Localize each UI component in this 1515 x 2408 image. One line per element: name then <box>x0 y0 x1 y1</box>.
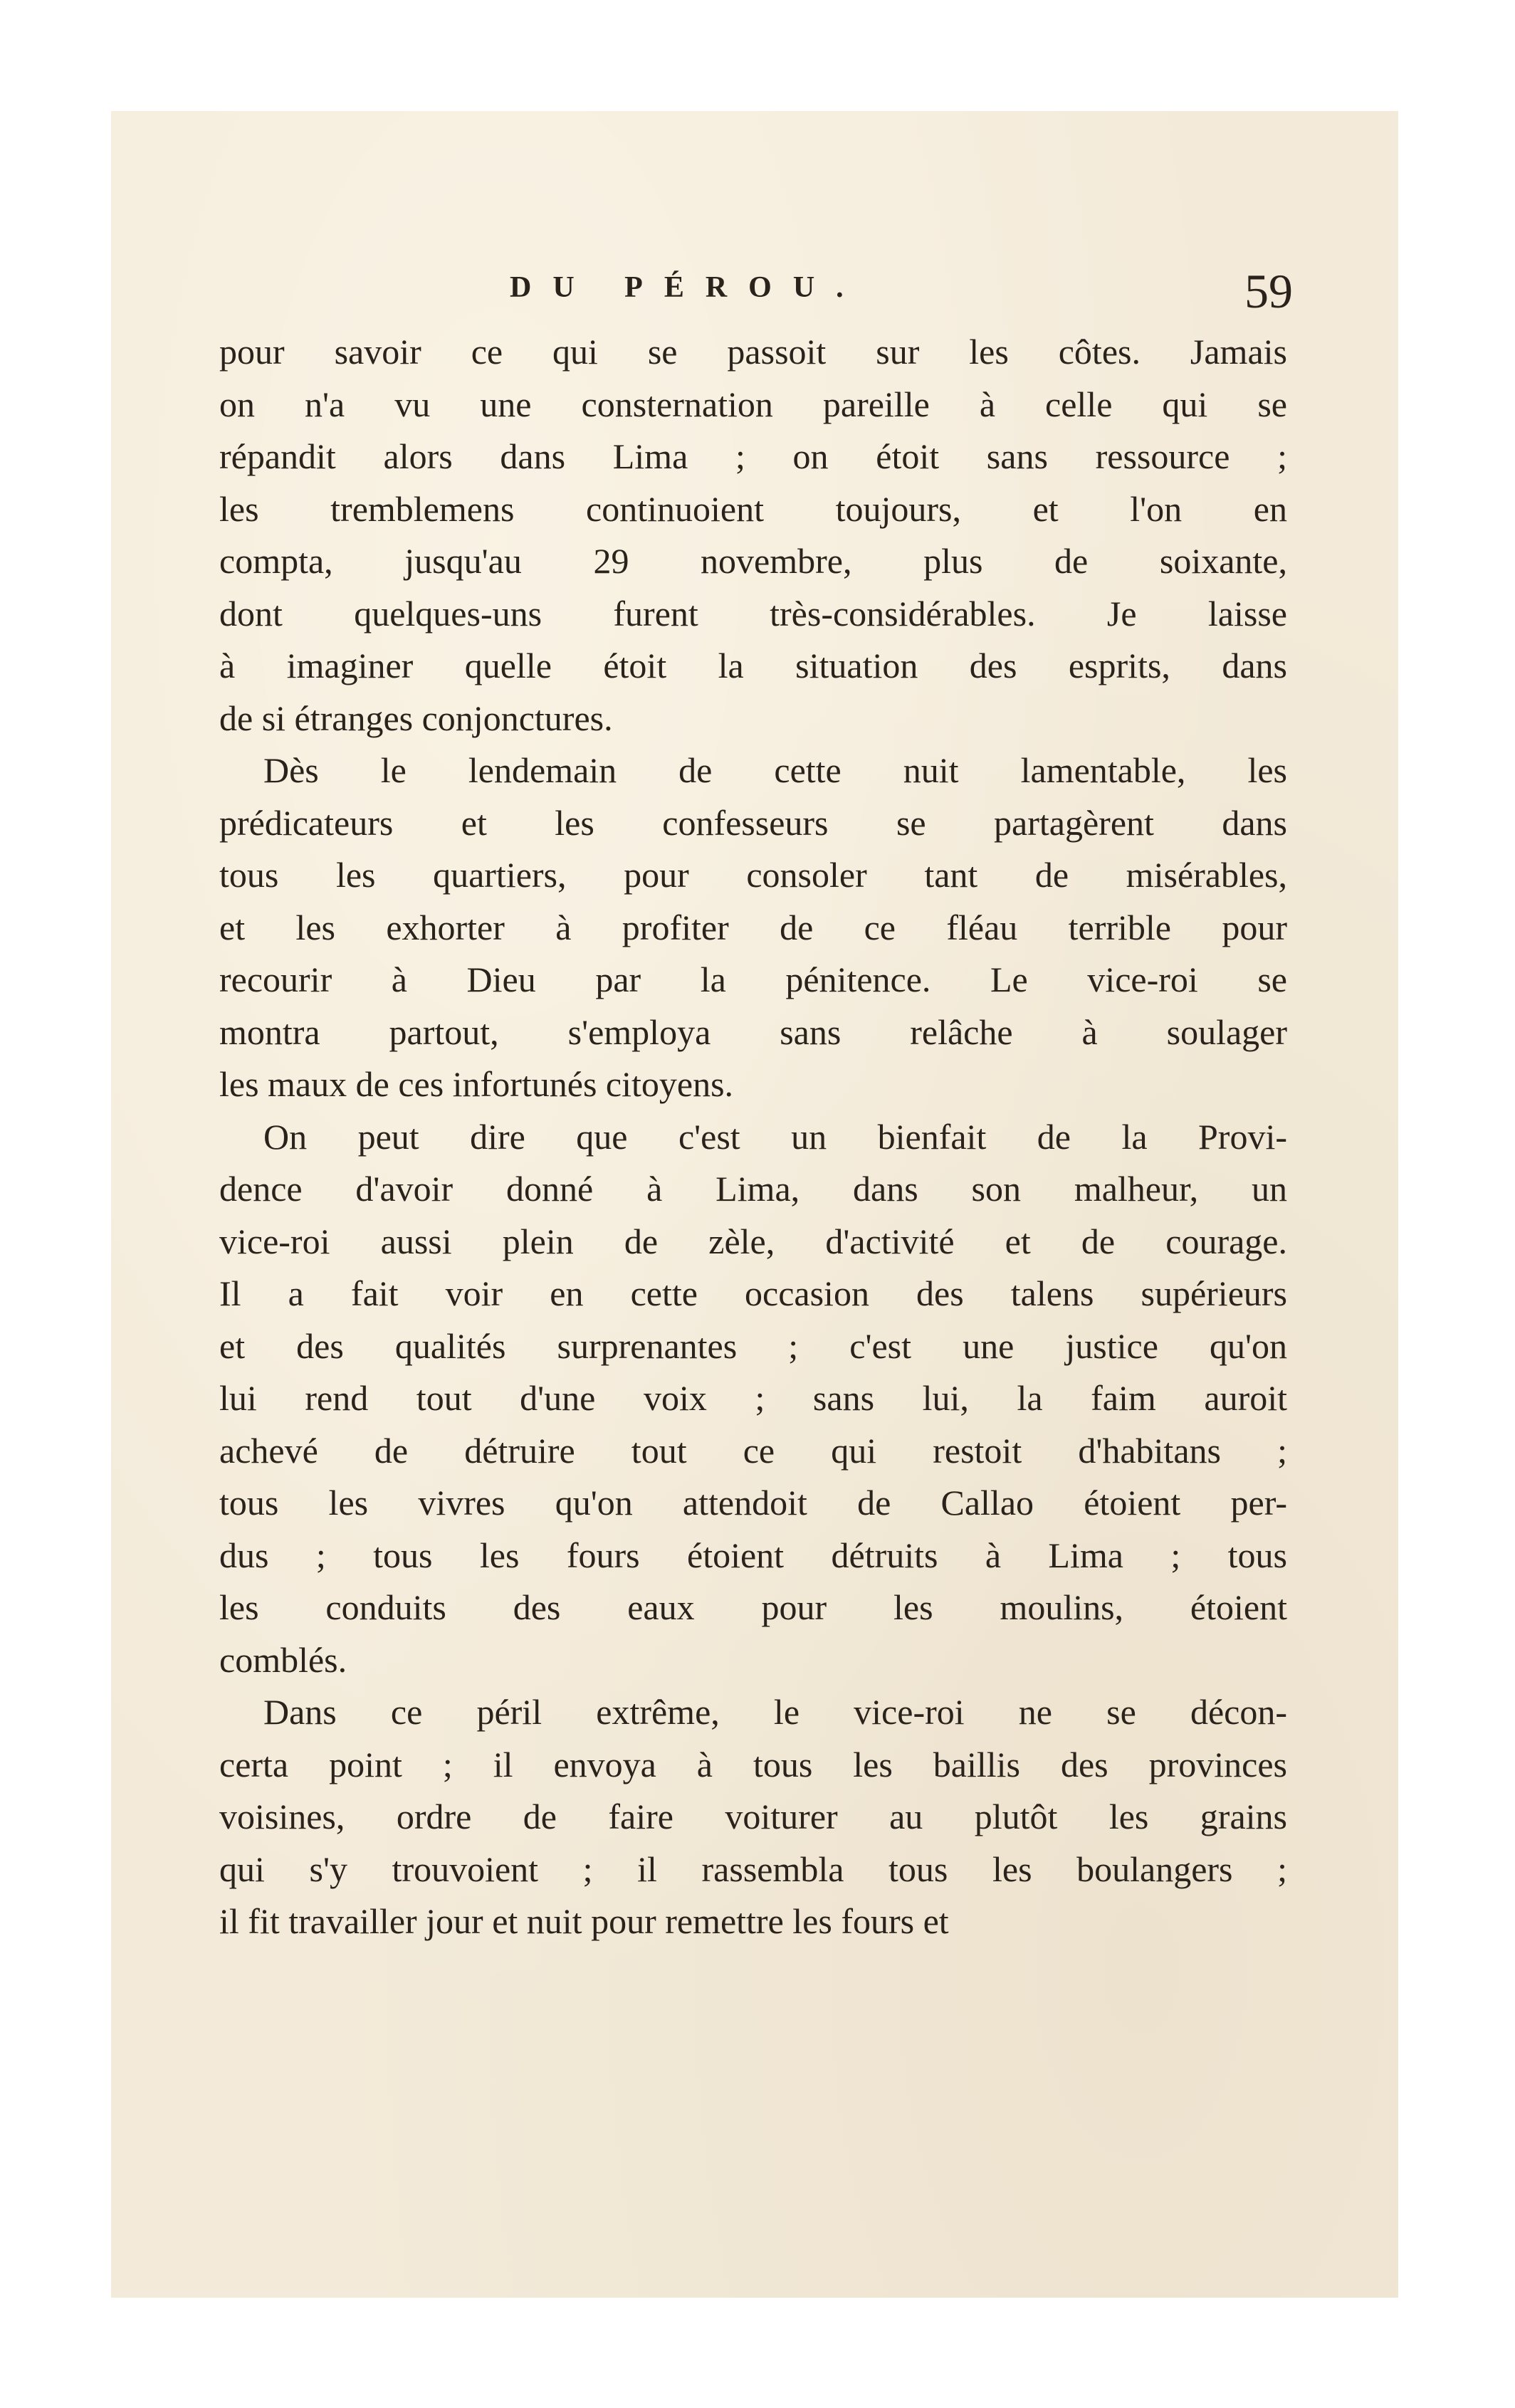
text-line: les maux de ces infortunés citoyens. <box>219 1064 734 1104</box>
text-line: dus ; tous les fours étoient détruits à Lima ; tous <box>219 1535 1287 1575</box>
text-line: vice-roi aussi plein de zèle, d'activité et de courage. <box>219 1221 1287 1261</box>
text-line: dont quelques-uns furent très-considérables. Je laisse <box>219 593 1287 633</box>
text-line: et les exhorter à profiter de ce fléau terrible pour <box>219 907 1287 947</box>
paragraph <box>219 745 1287 1111</box>
text-line: Dès le lendemain de cette nuit lamentable, les <box>263 750 1287 790</box>
text-line: voisines, ordre de faire voiturer au plutôt les grains <box>219 1797 1287 1836</box>
text-line: certa point ; il envoya à tous les baillis des provinces <box>219 1744 1287 1784</box>
text-line: lui rend tout d'une voix ; sans lui, la faim auroit <box>219 1378 1287 1418</box>
paragraph <box>219 1111 1287 1687</box>
text-line: recourir à Dieu par la pénitence. Le vice-roi se <box>219 959 1287 999</box>
text-line: à imaginer quelle étoit la situation des esprits, dans <box>219 646 1287 685</box>
running-head: DU PÉROU. <box>510 271 865 304</box>
text-line: pour savoir ce qui se passoit sur les côtes. Jamais <box>219 332 1287 372</box>
text-line: les tremblemens continuoient toujours, et l'on en <box>219 488 1287 529</box>
page-number: 59 <box>1244 264 1293 318</box>
text-line: dence d'avoir donné à Lima, dans son malheur, un <box>219 1169 1287 1209</box>
page-header <box>510 263 1293 320</box>
text-line: On peut dire que c'est un bienfait de la Provi- <box>263 1116 1287 1157</box>
text-line: comblés. <box>219 1639 347 1680</box>
text-line: de si étranges conjonctures. <box>219 698 613 738</box>
text-line: prédicateurs et les confesseurs se partagèrent dans <box>219 802 1287 843</box>
paragraph <box>219 1686 1287 1948</box>
text-line: on n'a vu une consternation pareille à celle qui se <box>219 384 1287 424</box>
text-line: Il a fait voir en cette occasion des talens supérieurs <box>219 1273 1287 1313</box>
text-line: il fit travailler jour et nuit pour remettre les fours et <box>219 1901 949 1941</box>
text-line: Dans ce péril extrême, le vice-roi ne se décon- <box>263 1692 1287 1732</box>
text-line: compta, jusqu'au 29 novembre, plus de soixante, <box>219 541 1287 581</box>
text-line: achevé de détruire tout ce qui restoit d'habitans ; <box>219 1430 1287 1471</box>
text-line: tous les vivres qu'on attendoit de Callao étoient per- <box>219 1483 1287 1523</box>
text-line: et des qualités surprenantes ; c'est une justice qu'on <box>219 1325 1287 1366</box>
paragraph <box>219 326 1287 745</box>
text-line: tous les quartiers, pour consoler tant de misérables, <box>219 855 1287 895</box>
text-line: les conduits des eaux pour les moulins, étoient <box>219 1587 1287 1627</box>
text-line: qui s'y trouvoient ; il rassembla tous les boulangers ; <box>219 1849 1287 1889</box>
body-text <box>219 326 1287 1948</box>
text-line: répandit alors dans Lima ; on étoit sans ressource ; <box>219 436 1287 476</box>
text-line: montra partout, s'employa sans relâche à soulager <box>219 1011 1287 1052</box>
book-page <box>111 111 1398 2298</box>
